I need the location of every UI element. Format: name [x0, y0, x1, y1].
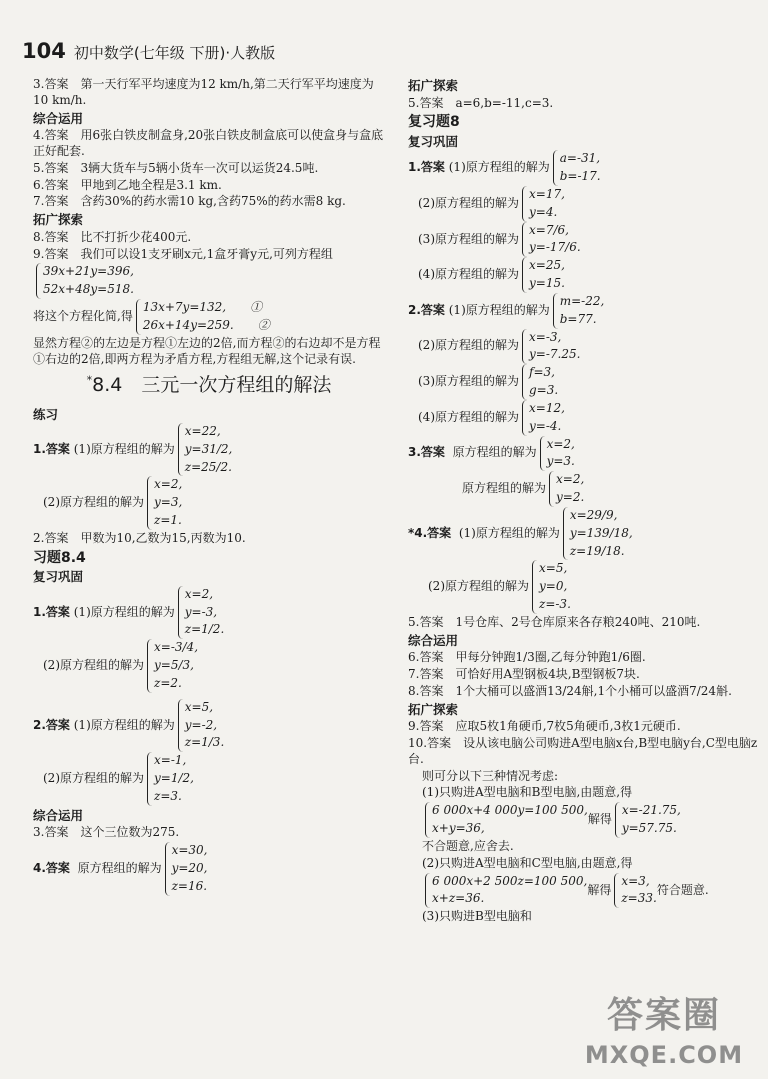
- review-10-case1-system: 6 000x+4 000y=100 500, x+y=36, 解得 x=-21.75, y=57.75.: [408, 802, 760, 838]
- review-10-case2-system: 6 000x+2 500z=100 500, x+z=36. 解得 x=3, z=33. 符合题意.: [408, 873, 760, 909]
- review-10: 10.答案 设从该电脑公司购进A型电脑x台,B型电脑y台,C型电脑z台.: [408, 735, 758, 766]
- answer-8: 8.答案 比不打折少花400元.: [33, 229, 192, 244]
- homework-3: 3.答案 这个三位数为275.: [33, 825, 180, 840]
- answer-6: 6.答案 甲地到乙地全程是3.1 km.: [33, 177, 222, 192]
- section-tuoguang: 拓广探索: [33, 212, 84, 228]
- review-2-part1: 2.答案 (1)原方程组的解为 m=-22, b=77.: [408, 293, 760, 329]
- section-tuoguang: 拓广探索: [408, 78, 459, 93]
- book-title: 初中数学(七年级 下册)·人教版: [73, 44, 276, 62]
- answer-3: 3.答案 第一天行军平均速度为12 km/h,第二天行军平均速度为10 km/h.: [33, 77, 374, 107]
- exercise-1-part1: 1.答案 (1)原方程组的解为 x=22, y=31/2, z=25/2.: [33, 423, 385, 476]
- left-column: [33, 76, 385, 896]
- review-10-case1: (1)只购进A型电脑和B型电脑,由题意,得: [422, 785, 633, 800]
- answer-7: 7.答案 含药30%的药水需10 kg,含药75%的药水需8 kg.: [33, 194, 346, 209]
- page-header: [22, 38, 275, 68]
- section-lianxi: 练习: [33, 406, 59, 422]
- review-3b: 原方程组的解为 x=2, y=2.: [408, 471, 760, 507]
- right-column: [408, 76, 760, 926]
- review-10-case3: (3)只购进B型电脑和: [422, 909, 532, 924]
- review-7: 7.答案 可恰好用A型钢板4块,B型钢板7块.: [408, 666, 640, 681]
- page-number: 104: [22, 39, 66, 63]
- equation-system: 39x+21y=396, 52x+48y=518.: [33, 263, 134, 299]
- review-5: 5.答案 1号仓库、2号仓库原来各存粮240吨、210吨.: [408, 614, 701, 629]
- chapter-title: *8.4 三元一次方程组的解法: [86, 374, 332, 397]
- review-4-part2: (2)原方程组的解为 x=5, y=0, z=-3.: [408, 560, 760, 613]
- homework-4: 4.答案 原方程组的解为 x=30, y=20, z=16.: [33, 842, 385, 895]
- equation-system: 13x+7y=132, ① 26x+14y=259. ②: [133, 299, 270, 335]
- review-2-part4: (4)原方程组的解为 x=12, y=-4.: [408, 400, 760, 436]
- answer-9-system: [33, 263, 385, 299]
- review-2-part3: (3)原方程组的解为 f=3, g=3.: [408, 364, 760, 400]
- section-fuxiti-8: 复习题8: [408, 114, 460, 131]
- review-4-part1: *4.答案 (1)原方程组的解为 x=29/9, y=139/18, z=19/18.: [408, 507, 760, 560]
- homework-1-part2: (2)原方程组的解为 x=-3/4, y=5/3, z=2.: [33, 639, 385, 692]
- section-zonghe: 综合运用: [33, 110, 84, 126]
- review-1-part1: 1.答案 (1)原方程组的解为 a=-31, b=-17.: [408, 150, 760, 186]
- review-10-intro: 则可分以下三种情况考虑:: [422, 768, 559, 783]
- section-zonghe-2: 综合运用: [33, 807, 84, 823]
- section-tuoguang-2: 拓广探索: [408, 701, 459, 717]
- review-3: 3.答案 原方程组的解为 x=2, y=3.: [408, 436, 760, 472]
- exercise-2: 2.答案 甲数为10,乙数为15,丙数为10.: [33, 530, 246, 545]
- review-10-case1-end: 不合题意,应舍去.: [422, 838, 514, 853]
- section-xiti-8-4: 习题8.4: [33, 549, 86, 566]
- review-2-part2: (2)原方程组的解为 x=-3, y=-7.25.: [408, 329, 760, 365]
- exercise-1-part2: (2)原方程组的解为 x=2, y=3, z=1.: [33, 476, 385, 529]
- homework-2-part1: 2.答案 (1)原方程组的解为 x=5, y=-2, z=1/3.: [33, 699, 385, 752]
- review-1-part4: (4)原方程组的解为 x=25, y=15.: [408, 257, 760, 293]
- section-fuxi: 复习巩固: [33, 569, 84, 585]
- review-6: 6.答案 甲每分钟跑1/3圈,乙每分钟跑1/6圈.: [408, 650, 646, 665]
- answer-9-simplified: 将这个方程化简,得 13x+7y=132, ① 26x+14y=259. ②: [33, 299, 385, 335]
- review-1-part2: (2)原方程组的解为 x=17, y=4.: [408, 186, 760, 222]
- review-8: 8.答案 1个大桶可以盛酒13/24斛,1个小桶可以盛酒7/24斛.: [408, 683, 732, 698]
- homework-1-part1: 1.答案 (1)原方程组的解为 x=2, y=-3, z=1/2.: [33, 586, 385, 639]
- answer-9-conclusion: 显然方程②的左边是方程①左边的2倍,而方程②的右边却不是方程①右边的2倍,即两方程为矛盾方程,方程组无解,这个记录有误.: [33, 335, 381, 366]
- answer-4: 4.答案 用6张白铁皮制盒身,20张白铁皮制盒底可以使盒身与盒底正好配套.: [33, 128, 384, 158]
- review-1-part3: (3)原方程组的解为 x=7/6, y=-17/6.: [408, 222, 760, 258]
- review-9: 9.答案 应取5枚1角硬币,7枚5角硬币,3枚1元硬币.: [408, 719, 681, 734]
- review-10-case2: (2)只购进A型电脑和C型电脑,由题意,得: [422, 855, 633, 870]
- section-zonghe: 综合运用: [408, 632, 459, 648]
- watermark-logo: 答案圈 MXQE.COM: [584, 995, 744, 1069]
- homework-2-part2: (2)原方程组的解为 x=-1, y=1/2, z=3.: [33, 752, 385, 805]
- answer-5: 5.答案 a=6,b=-11,c=3.: [408, 95, 554, 110]
- answer-5: 5.答案 3辆大货车与5辆小货车一次可以运货24.5吨.: [33, 160, 319, 175]
- answer-9-text: 9.答案 我们可以设1支牙刷x元,1盒牙膏y元,可列方程组: [33, 246, 333, 261]
- section-fuxi: 复习巩固: [408, 133, 459, 149]
